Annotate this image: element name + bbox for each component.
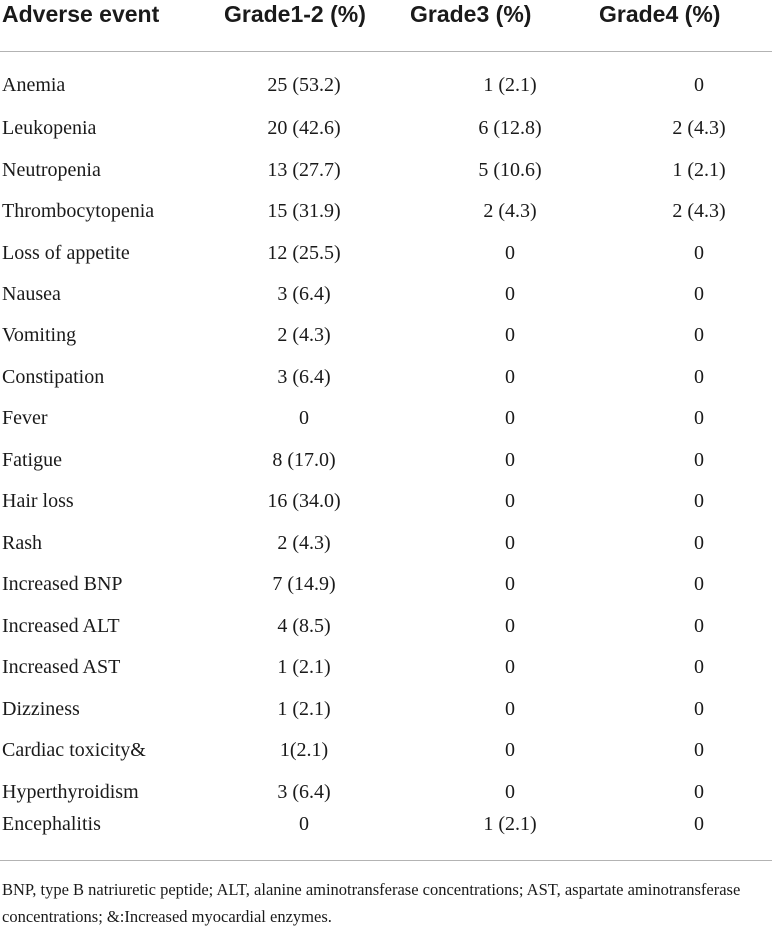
cell-value-text: 0	[505, 615, 515, 637]
cell-value-text: 2 (4.3)	[483, 200, 537, 222]
cell-value-text: 4 (8.5)	[277, 615, 331, 637]
cell-value-text: 3 (6.4)	[277, 781, 331, 803]
cell-adverse-event: Neutropenia	[2, 159, 101, 181]
table-row	[0, 366, 772, 396]
header-grade1-2: Grade1-2 (%)	[224, 1, 366, 27]
cell-value-text: 0	[505, 573, 515, 595]
cell-value-text: 1 (2.1)	[672, 159, 726, 181]
cell-adverse-event: Encephalitis	[2, 813, 101, 835]
cell-value-text: 0	[505, 324, 515, 346]
cell-value-text: 0	[505, 532, 515, 554]
cell-value-text: 0	[299, 407, 309, 429]
table-row	[0, 407, 772, 437]
cell-value-text: 1 (2.1)	[483, 74, 537, 96]
cell-adverse-event: Increased ALT	[2, 615, 120, 637]
cell-adverse-event: Dizziness	[2, 698, 80, 720]
table-row	[0, 490, 772, 520]
cell-value-text: 0	[694, 698, 704, 720]
header-grade4: Grade4 (%)	[599, 1, 721, 27]
cell-adverse-event: Thrombocytopenia	[2, 200, 155, 222]
table-row	[0, 283, 772, 313]
cell-adverse-event: Vomiting	[2, 324, 77, 346]
cell-value-text: 3 (6.4)	[277, 283, 331, 305]
cell-adverse-event: Fever	[2, 407, 48, 429]
cell-value-text: 12 (25.5)	[267, 242, 341, 264]
cell-value-text: 8 (17.0)	[272, 449, 336, 471]
cell-adverse-event: Hair loss	[2, 490, 74, 512]
cell-value-text: 2 (4.3)	[672, 200, 726, 222]
cell-value-text: 1 (2.1)	[277, 656, 331, 678]
table-row	[0, 739, 772, 769]
cell-value-text: 0	[505, 366, 515, 388]
cell-value-text: 0	[505, 490, 515, 512]
cell-value-text: 2 (4.3)	[277, 324, 331, 346]
cell-adverse-event: Rash	[2, 532, 42, 554]
cell-adverse-event: Increased BNP	[2, 573, 123, 595]
cell-value-text: 1 (2.1)	[277, 698, 331, 720]
cell-value-text: 5 (10.6)	[478, 159, 542, 181]
table-footnote: BNP, type B natriuretic peptide; ALT, alanine aminotransferase concentrations; AST, aspartate aminotransferase concentrations; &:Increased myocardial enzymes.	[2, 880, 741, 926]
cell-value-text: 0	[694, 781, 704, 803]
cell-adverse-event: Nausea	[2, 283, 61, 305]
cell-value-text: 0	[694, 813, 704, 835]
cell-value-text: 0	[299, 813, 309, 835]
table-row	[0, 159, 772, 189]
table-row	[0, 242, 772, 272]
cell-value-text: 15 (31.9)	[267, 200, 341, 222]
cell-adverse-event: Fatigue	[2, 449, 62, 471]
table-row	[0, 324, 772, 354]
table-row	[0, 573, 772, 603]
cell-value-text: 13 (27.7)	[267, 159, 341, 181]
table-row	[0, 532, 772, 562]
cell-adverse-event: Hyperthyroidism	[2, 781, 139, 803]
cell-value-text: 0	[694, 739, 704, 761]
table-row	[0, 74, 772, 104]
cell-value-text: 0	[505, 656, 515, 678]
cell-value-text: 3 (6.4)	[277, 366, 331, 388]
cell-value-text: 0	[694, 490, 704, 512]
cell-value-text: 0	[694, 283, 704, 305]
cell-value-text: 2 (4.3)	[672, 117, 726, 139]
cell-value-text: 0	[694, 532, 704, 554]
table-row	[0, 781, 772, 811]
cell-adverse-event: Leukopenia	[2, 117, 97, 139]
cell-value-text: 0	[694, 615, 704, 637]
cell-value-text: 20 (42.6)	[267, 117, 341, 139]
table-row	[0, 656, 772, 686]
cell-adverse-event: Loss of appetite	[2, 242, 130, 264]
cell-adverse-event: Anemia	[2, 74, 66, 96]
cell-value-text: 1 (2.1)	[483, 813, 537, 835]
cell-value-text: 0	[505, 781, 515, 803]
cell-value-text: 0	[694, 449, 704, 471]
cell-value-text: 0	[694, 407, 704, 429]
cell-value-text: 25 (53.2)	[267, 74, 341, 96]
cell-value-text: 6 (12.8)	[478, 117, 542, 139]
header-adverse-event: Adverse event	[2, 1, 160, 27]
cell-value-text: 0	[694, 242, 704, 264]
table-row	[0, 698, 772, 728]
cell-value-text: 2 (4.3)	[277, 532, 331, 554]
cell-adverse-event: Cardiac toxicity&	[2, 739, 146, 761]
cell-value-text: 0	[694, 324, 704, 346]
cell-adverse-event: Increased AST	[2, 656, 121, 678]
cell-value-text: 0	[505, 449, 515, 471]
cell-value-text: 0	[694, 366, 704, 388]
cell-value-text: 7 (14.9)	[272, 573, 336, 595]
cell-value-text: 0	[505, 698, 515, 720]
header-divider	[0, 51, 772, 52]
header-grade3: Grade3 (%)	[410, 1, 532, 27]
table-row	[0, 117, 772, 147]
cell-adverse-event: Constipation	[2, 366, 105, 388]
cell-value-text: 0	[505, 739, 515, 761]
table-row	[0, 813, 772, 843]
footer-divider	[0, 860, 772, 861]
table-row	[0, 449, 772, 479]
cell-value-text: 0	[505, 407, 515, 429]
cell-value-text: 0	[694, 74, 704, 96]
table-row	[0, 615, 772, 645]
table-row	[0, 200, 772, 230]
cell-value-text: 0	[694, 656, 704, 678]
cell-value-text: 0	[505, 242, 515, 264]
cell-value-text: 0	[694, 573, 704, 595]
table-header	[0, 0, 772, 30]
cell-value-text: 16 (34.0)	[267, 490, 341, 512]
cell-value-text: 0	[505, 283, 515, 305]
cell-value-text: 1(2.1)	[279, 739, 329, 761]
